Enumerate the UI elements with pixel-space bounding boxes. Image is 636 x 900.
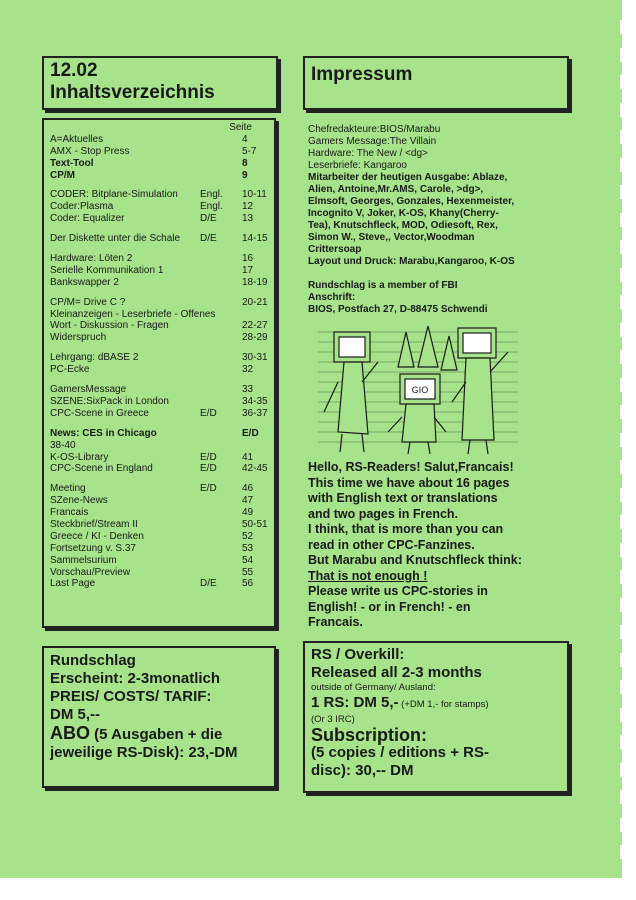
toc-entry-page: E/D [242,427,259,439]
binding-hole [620,735,626,749]
toc-entry-title: AMX - Stop Press [50,145,130,157]
toc-entry [50,364,268,376]
binding-hole [620,625,626,639]
greeting-line: But Marabu and Knutschfleck think: [308,553,522,567]
toc-entry [50,146,268,158]
toc-entry-page: 47 [242,495,254,507]
toc-entry-title: CP/M= Drive C ? [50,296,126,308]
greeting-closing-line: English! - or in French! - en [308,599,471,614]
greeting-line: This time we have about 16 pages [308,475,510,490]
english-greeting [308,460,558,631]
binding-hole [620,103,626,117]
toc-entry-page: 36-37 [242,407,268,419]
toc-entry-page: 10-11 [242,189,267,201]
binding-hole [620,405,626,419]
binding-hole [620,158,626,172]
toc-gap [50,420,268,428]
sub-de-abo: ABO [50,723,90,743]
binding-hole [620,323,626,337]
binding-hole [620,20,626,34]
toc-entry-title: Steckbrief/Stream II [50,518,138,530]
binding-hole [620,268,626,282]
greeting-line: Hello, RS-Readers! Salut,Francais! [308,460,514,474]
table-of-contents [42,118,276,628]
toc-entry-title: CODER: Bitplane-Simulation [50,189,178,201]
greeting-line: I think, that is more than you can [308,522,504,536]
binding-hole [620,790,626,804]
toc-entry-page: 9 [242,169,248,181]
toc-entry [50,483,268,495]
toc-entry [50,567,268,579]
toc-entry [50,297,268,309]
contents-title-box [42,56,278,110]
toc-seite-label: Seite [229,122,252,133]
toc-entries [50,134,268,590]
toc-gap [50,475,268,483]
toc-entry-title: Coder:Plasma [50,201,114,213]
impressum-line: Hardware: The New / <dg> [308,148,428,159]
toc-entry [50,384,268,396]
sub-en-subscription-price: disc): 30,-- DM [311,762,414,779]
toc-entry-page: 41 [242,451,254,463]
toc-entry [50,452,268,464]
toc-entry [50,531,268,543]
greeting-underlined: That is not enough ! [308,568,428,583]
toc-entry [50,170,268,182]
binding-hole [620,763,626,777]
binding-hole [620,48,626,62]
toc-entry [50,277,268,289]
binding-hole [620,680,626,694]
toc-entry-title: Serielle Kommunikation 1 [50,264,164,276]
toc-entry-title: A=Aktuelles [50,133,104,145]
binding-hole [620,378,626,392]
binding-hole [620,460,626,474]
toc-entry-language: E/D [200,451,217,463]
toc-entry [50,463,268,475]
toc-entry-title: Der Diskette unter die Schale [50,233,181,245]
toc-entry-title: Meeting [50,483,86,495]
toc-gap [50,344,268,352]
toc-entry [50,408,268,420]
sub-de-price: DM 5,-- [50,706,100,723]
toc-entry-language: D/E [200,213,217,225]
binding-hole [620,818,626,832]
impressum-line: Incognito V, Joker, K-OS, Khany(Cherry- [308,208,499,219]
impressum-line: Leserbriefe: Kangaroo [308,160,407,171]
toc-entry-page: 18-19 [242,276,268,288]
toc-entry-language: E/D [200,463,217,475]
toc-entry-page: 56 [242,578,254,590]
toc-entry-title: Widerspruch [50,332,107,344]
toc-entry-title: SZene-News [50,495,108,507]
toc-gap [50,245,268,253]
toc-entry-title: GamersMessage [50,384,127,396]
toc-entry-language: D/E [200,233,217,245]
toc-entry-page: 12 [242,201,254,213]
toc-entry-page: 53 [242,542,254,554]
toc-entry-title: Greece / KI - Denken [50,530,144,542]
toc-entry [50,396,268,408]
binding-hole [620,598,626,612]
toc-entry-page: 42-45 [242,463,268,475]
subscription-box-german [42,646,276,788]
impressum-line: Chefredakteure:BIOS/Marabu [308,124,441,135]
toc-entry-page: 8 [242,157,248,169]
toc-entry [50,253,268,265]
toc-entry-title: Coder: Equalizer [50,213,125,225]
toc-entry-page: 16 [242,253,254,265]
impressum-heading: Impressum [311,64,413,85]
sub-de-abo-price: jeweilige RS-Disk): 23,-DM [50,744,238,761]
toc-gap [50,225,268,233]
binding-hole [620,488,626,502]
monitor-characters-illustration [318,322,518,456]
toc-entry [50,578,268,590]
toc-entry [50,189,268,201]
toc-entry-title: Kleinanzeigen - Leserbriefe - Offenes [50,308,216,320]
toc-entry-page: 5-7 [242,145,257,157]
sub-en-title: RS / Overkill: [311,646,405,663]
toc-entry [50,265,268,277]
toc-entry-page: 30-31 [242,352,268,364]
sub-en-price: 1 RS: DM 5,- [311,694,399,711]
toc-entry-title: Fortsetzung v. S.37 [50,542,136,554]
toc-entry-title: CPC-Scene in England [50,463,153,475]
toc-entry-title: SZENE:SixPack in London [50,395,169,407]
toc-entry-title: Bankswapper 2 [50,276,119,288]
impressum-line: Rundschlag is a member of FBI [308,280,458,291]
impressum-line: Simon W., Steve,, Vector,Woodman [308,232,475,243]
impressum-line [308,268,558,280]
toc-entry-title: Text-Tool [50,157,94,169]
toc-entry [50,320,268,332]
toc-entry-page: 32 [242,364,254,376]
toc-entry-page: 28-29 [242,332,268,344]
binding-hole [620,543,626,557]
impressum-line: Gamers Message:The Villain [308,136,437,147]
impressum-title-box [303,56,569,110]
sub-en-irc: (Or 3 IRC) [311,714,355,725]
toc-entry-page: 54 [242,554,254,566]
impressum-line: Anschrift: [308,292,356,303]
binding-hole [620,350,626,364]
issue-number: 12.02 [50,60,98,81]
toc-entry [50,507,268,519]
toc-entry-page: 49 [242,507,254,519]
toc-entry-language: Engl. [200,201,223,213]
toc-entry [50,519,268,531]
toc-entry-page: 13 [242,213,254,225]
monitor-screen-text: GIO [411,385,429,395]
toc-entry-title: Vorschau/Preview [50,566,131,578]
toc-entry-title: Francais [50,507,89,519]
impressum-line: Elmsoft, Georges, Gonzales, Hexenmeister, [308,196,515,207]
toc-entry [50,555,268,567]
toc-entry-page: 22-27 [242,320,268,332]
binding-hole [620,75,626,89]
toc-entry [50,158,268,170]
toc-entry-title: Wort - Diskussion - Fragen [50,320,169,332]
sub-en-subscription-detail: (5 copies / editions + RS- [311,744,489,761]
toc-entry-page: 20-21 [242,296,268,308]
binding-hole [620,433,626,447]
toc-entry-title: K-OS-Library [50,451,109,463]
toc-entry [50,134,268,146]
toc-entry-page: 14-15 [242,233,268,245]
binding-hole [620,570,626,584]
toc-entry-page: 34-35 [242,395,268,407]
greeting-line: with English text or translations [308,491,498,505]
binding-hole [620,130,626,144]
toc-entry-language: E/D [200,483,217,495]
toc-gap [50,376,268,384]
toc-entry-language: E/D [200,407,217,419]
impressum-line: Mitarbeiter der heutigen Ausgabe: Ablaze, [308,172,508,183]
toc-entry-page: 4 [242,133,248,145]
toc-entry-title: News: CES in Chicago [50,427,157,439]
toc-entry-title: Lehrgang: dBASE 2 [50,352,139,364]
greeting-closing-line: Francais. [308,615,363,629]
impressum-line: Tea), Knutschfleck, MOD, Odiesoft, Rex, [308,220,498,231]
toc-gap [50,181,268,189]
binding-hole [620,845,626,859]
sub-de-frequency: Erscheint: 2-3monatlich [50,670,221,687]
contents-heading: Inhaltsverzeichnis [50,82,215,103]
impressum-credits [308,124,558,316]
greeting-line: read in other CPC-Fanzines. [308,537,475,552]
toc-entry-language: Engl. [200,189,223,201]
toc-entry-page: 52 [242,530,254,542]
binding-hole [620,708,626,722]
impressum-line: Layout und Druck: Marabu,Kangaroo, K-OS [308,256,515,267]
toc-entry [50,440,268,452]
binding-hole [620,240,626,254]
toc-entry-title: 38-40 [50,439,76,451]
toc-entry [50,543,268,555]
toc-entry-page: 55 [242,566,254,578]
subscription-box-english [303,641,569,793]
toc-entry [50,213,268,225]
toc-gap [50,289,268,297]
toc-entry-title: Last Page [50,578,96,590]
toc-entry [50,495,268,507]
toc-entry-page: 46 [242,483,254,495]
toc-entry-page: 17 [242,264,254,276]
greeting-line: and two pages in French. [308,506,459,521]
toc-entry-title: Sammelsurium [50,554,117,566]
binding-hole [620,653,626,667]
toc-entry [50,233,268,245]
toc-entry [50,309,268,321]
toc-entry-title: PC-Ecke [50,364,90,376]
sub-de-title: Rundschlag [50,652,136,669]
toc-entry-title: CP/M [50,169,75,181]
impressum-line: Alien, Antoine,Mr.AMS, Carole, >dg>, [308,184,484,195]
impressum-line: Crittersoap [308,244,362,255]
sub-en-frequency: Released all 2-3 months [311,664,482,681]
toc-entry-page: 33 [242,384,254,396]
toc-entry [50,428,268,440]
toc-entry-title: Hardware: Löten 2 [50,253,133,265]
greeting-closing-line: Please write us CPC-stories in [308,584,488,598]
toc-entry [50,332,268,344]
binding-hole [620,185,626,199]
binding-hole [620,515,626,529]
toc-entry-language: D/E [200,578,217,590]
sub-en-subscription: Subscription: [311,725,427,745]
impressum-line: BIOS, Postfach 27, D-88475 Schwendi [308,304,488,315]
sub-en-stamps: (+DM 1,- for stamps) [398,699,489,710]
toc-entry [50,352,268,364]
sub-de-price-heading: PREIS/ COSTS/ TARIF: [50,688,212,705]
toc-entry-title: CPC-Scene in Greece [50,407,149,419]
sub-en-outside: outside of Germany/ Ausland: [311,682,436,693]
sub-de-abo-detail: (5 Ausgaben + die [90,726,223,743]
binding-hole [620,213,626,227]
binding-hole [620,295,626,309]
toc-entry [50,201,268,213]
toc-entry-page: 50-51 [242,518,268,530]
